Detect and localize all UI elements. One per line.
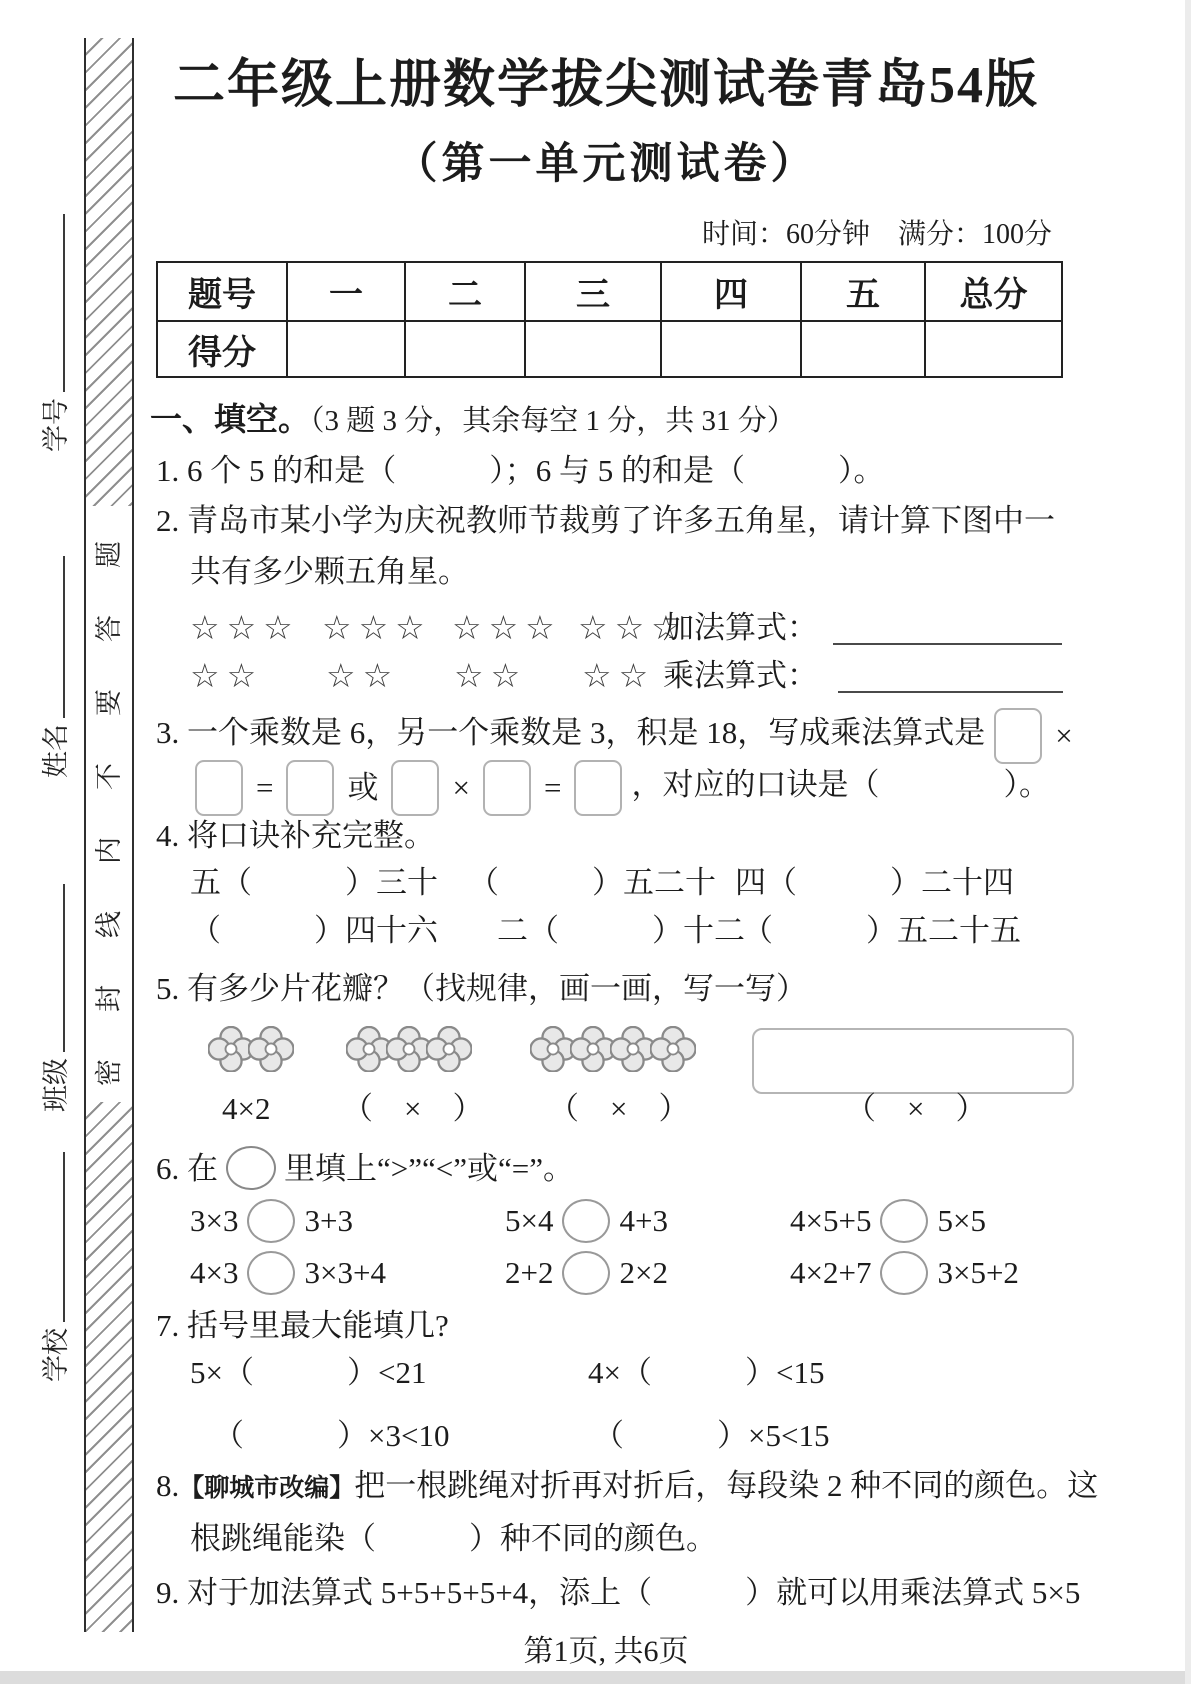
question-6-row2 xyxy=(0,1252,1191,1298)
comparison-item xyxy=(505,1252,668,1298)
score-cell[interactable] xyxy=(925,321,1062,377)
inequality-blank: 4×（ ）<15 xyxy=(588,1355,825,1390)
inequality-blank: （ ）×3<10 xyxy=(213,1418,450,1453)
question-8-line2: 根跳绳能染（ ）种不同的颜色。 xyxy=(190,1521,717,1556)
comparison-item xyxy=(790,1252,1019,1298)
star-group: ☆☆☆ xyxy=(190,608,300,647)
time-score-info: 时间：60分钟 满分：100分 xyxy=(701,219,1052,250)
star-row-2 xyxy=(0,655,1191,701)
flower-icon xyxy=(426,1026,472,1072)
question-7-row1 xyxy=(0,1352,1191,1398)
score-table-score-row xyxy=(157,321,1062,377)
name-text: 姓名 xyxy=(41,724,71,778)
score-table-header-row xyxy=(157,262,1062,321)
answer-box[interactable] xyxy=(994,708,1042,764)
answer-box[interactable] xyxy=(574,760,622,816)
multiply-sign: × xyxy=(1055,718,1073,753)
score-cell[interactable] xyxy=(801,321,925,377)
question-3-line2 xyxy=(186,760,1050,816)
expression-left: 5×4 xyxy=(505,1203,554,1238)
expression-right: 5×5 xyxy=(937,1203,986,1238)
question-5-heading: 5. 有多少片花瓣？（找规律，画一画，写一写） xyxy=(156,971,807,1006)
comparison-circle[interactable] xyxy=(880,1199,928,1243)
class-text: 班级 xyxy=(41,1058,71,1112)
expression-left: 4×5+5 xyxy=(790,1203,872,1238)
multiplication-expression-label: 乘法算式： xyxy=(663,658,818,693)
question-2-line2: 共有多少颗五角星。 xyxy=(190,554,469,589)
question-6-row1 xyxy=(0,1200,1191,1246)
flower-icon xyxy=(650,1026,696,1072)
question-6-pre: 6. 在 xyxy=(156,1151,218,1186)
score-table-header-cell: 四 xyxy=(661,262,801,321)
school-text: 学校 xyxy=(41,1328,71,1382)
expression-right: 3+3 xyxy=(304,1203,353,1238)
answer-box[interactable] xyxy=(483,760,531,816)
star-group: ☆☆ xyxy=(326,656,400,695)
inequality-blank: （ ）×5<15 xyxy=(593,1418,830,1453)
question-3-text: 3. 一个乘数是 6，另一个乘数是 3，积是 18，写成乘法算式是 xyxy=(156,715,986,751)
question-3-suffix: ，对应的口诀是（ ）。 xyxy=(631,767,1050,803)
comparison-item xyxy=(190,1200,353,1246)
name-label xyxy=(38,530,74,778)
star-group: ☆☆ xyxy=(190,656,264,695)
section-heading xyxy=(150,398,796,442)
score-cell[interactable] xyxy=(405,321,525,377)
comparison-circle[interactable] xyxy=(562,1251,610,1295)
jingle-blank: （ ）五二十五 xyxy=(742,913,1021,948)
question-5-formulas xyxy=(0,1088,1191,1134)
jingle-blank: 二（ ）十二 xyxy=(497,913,745,948)
expression-right: 3×3+4 xyxy=(304,1255,386,1290)
question-6-heading xyxy=(156,1148,574,1194)
score-cell[interactable] xyxy=(661,321,801,377)
score-table-header-cell: 一 xyxy=(287,262,405,321)
comparison-circle[interactable] xyxy=(562,1199,610,1243)
petal-formula-blank: （ × ） xyxy=(548,1091,690,1126)
question-8-number: 8. xyxy=(156,1468,180,1503)
comparison-circle[interactable] xyxy=(247,1199,295,1243)
expression-right: 2×2 xyxy=(619,1255,668,1290)
operator-text: = xyxy=(256,770,274,805)
comparison-circle[interactable] xyxy=(247,1251,295,1295)
comparison-circle[interactable] xyxy=(880,1251,928,1295)
score-cell[interactable] xyxy=(525,321,661,377)
question-7-row2 xyxy=(0,1415,1191,1461)
answer-line[interactable] xyxy=(833,643,1062,645)
jingle-blank: （ ）四十六 xyxy=(190,913,438,948)
flower-icon xyxy=(248,1026,294,1072)
flower-group xyxy=(346,1026,466,1077)
expression-left: 4×2+7 xyxy=(790,1255,872,1290)
operator-text: 或 xyxy=(347,770,379,805)
question-8-source-tag: 【聊城市改编】 xyxy=(179,1475,355,1502)
addition-expression-label: 加法算式： xyxy=(663,610,818,645)
score-table xyxy=(156,261,1063,378)
star-group: ☆☆☆ xyxy=(578,608,688,647)
question-6-post: 里填上“>”“<”或“=”。 xyxy=(284,1151,575,1186)
star-group: ☆☆☆ xyxy=(322,608,432,647)
student-number-line[interactable] xyxy=(43,214,65,392)
score-table-header-cell: 题号 xyxy=(157,262,287,321)
jingle-blank: 四（ ）二十四 xyxy=(735,865,1014,900)
expression-left: 3×3 xyxy=(190,1203,239,1238)
score-table-header-cell: 五 xyxy=(801,262,925,321)
star-group: ☆☆ xyxy=(582,656,656,695)
star-row-1 xyxy=(0,607,1191,653)
flower-group xyxy=(208,1026,288,1077)
operator-text: × xyxy=(452,770,470,805)
student-number-label xyxy=(38,190,74,452)
section-heading-bold: 一、填空。 xyxy=(150,401,311,437)
question-2-line1: 2. 青岛市某小学为庆祝教师节裁剪了许多五角星，请计算下图中一 xyxy=(156,503,1055,538)
flower-answer-box[interactable] xyxy=(752,1028,1074,1094)
answer-box[interactable] xyxy=(195,760,243,816)
inequality-blank: 5×（ ）<21 xyxy=(190,1355,427,1390)
question-3-line1 xyxy=(156,708,1077,764)
petal-formula: 4×2 xyxy=(222,1091,271,1126)
star-group: ☆☆☆ xyxy=(452,608,562,647)
student-number-text: 学号 xyxy=(41,398,71,452)
expression-right: 4+3 xyxy=(619,1203,668,1238)
question-7-heading: 7. 括号里最大能填几? xyxy=(156,1308,449,1343)
page-subtitle: （第一单元测试卷） xyxy=(394,141,818,188)
score-cell[interactable] xyxy=(287,321,405,377)
question-4-heading: 4. 将口诀补充完整。 xyxy=(156,818,435,853)
compare-circle-icon xyxy=(226,1146,276,1190)
star-group: ☆☆ xyxy=(454,656,528,695)
petal-formula-blank: （ × ） xyxy=(342,1091,484,1126)
question-8-line1 xyxy=(156,1465,1098,1510)
jingle-blank: 五（ ）三十 xyxy=(190,865,438,900)
score-row-label: 得分 xyxy=(157,321,287,377)
question-8-text: 把一根跳绳对折再对折后，每段染 2 种不同的颜色。这 xyxy=(354,1468,1099,1503)
section-heading-note: （3 题 3 分，其余每空 1 分，共 31 分） xyxy=(310,405,796,437)
question-9: 9. 对于加法算式 5+5+5+5+4，添上（ ）就可以用乘法算式 5×5 xyxy=(156,1575,1081,1610)
expression-left: 4×3 xyxy=(190,1255,239,1290)
question-4-row1 xyxy=(0,862,1191,908)
comparison-item xyxy=(190,1252,386,1298)
question-1: 1. 6 个 5 的和是（ ）；6 与 5 的和是（ ）。 xyxy=(156,453,885,488)
answer-box[interactable] xyxy=(286,760,334,816)
page-title: 二年级上册数学拔尖测试卷青岛54版 xyxy=(172,57,1039,114)
page-number: 第1页, 共6页 xyxy=(523,1635,689,1668)
operator-text: = xyxy=(543,770,562,805)
page-right-edge xyxy=(1185,0,1191,1684)
seal-notice-text: 密封线内不要答题 xyxy=(94,494,124,1086)
score-table-header-cell: 二 xyxy=(405,262,525,321)
comparison-item xyxy=(790,1200,986,1246)
jingle-blank: （ ）五二十 xyxy=(468,865,716,900)
page-bottom-edge xyxy=(0,1671,1191,1684)
answer-line[interactable] xyxy=(838,691,1063,693)
flower-group xyxy=(530,1026,690,1077)
score-table-header-cell: 总分 xyxy=(925,262,1062,321)
comparison-item xyxy=(505,1200,668,1246)
seal-hatch-top xyxy=(86,38,132,506)
answer-box[interactable] xyxy=(391,760,439,816)
question-4-row2 xyxy=(0,910,1191,956)
expression-right: 3×5+2 xyxy=(937,1255,1019,1290)
expression-left: 2+2 xyxy=(505,1255,554,1290)
petal-formula-blank: （ × ） xyxy=(845,1091,987,1126)
score-table-header-cell: 三 xyxy=(525,262,661,321)
